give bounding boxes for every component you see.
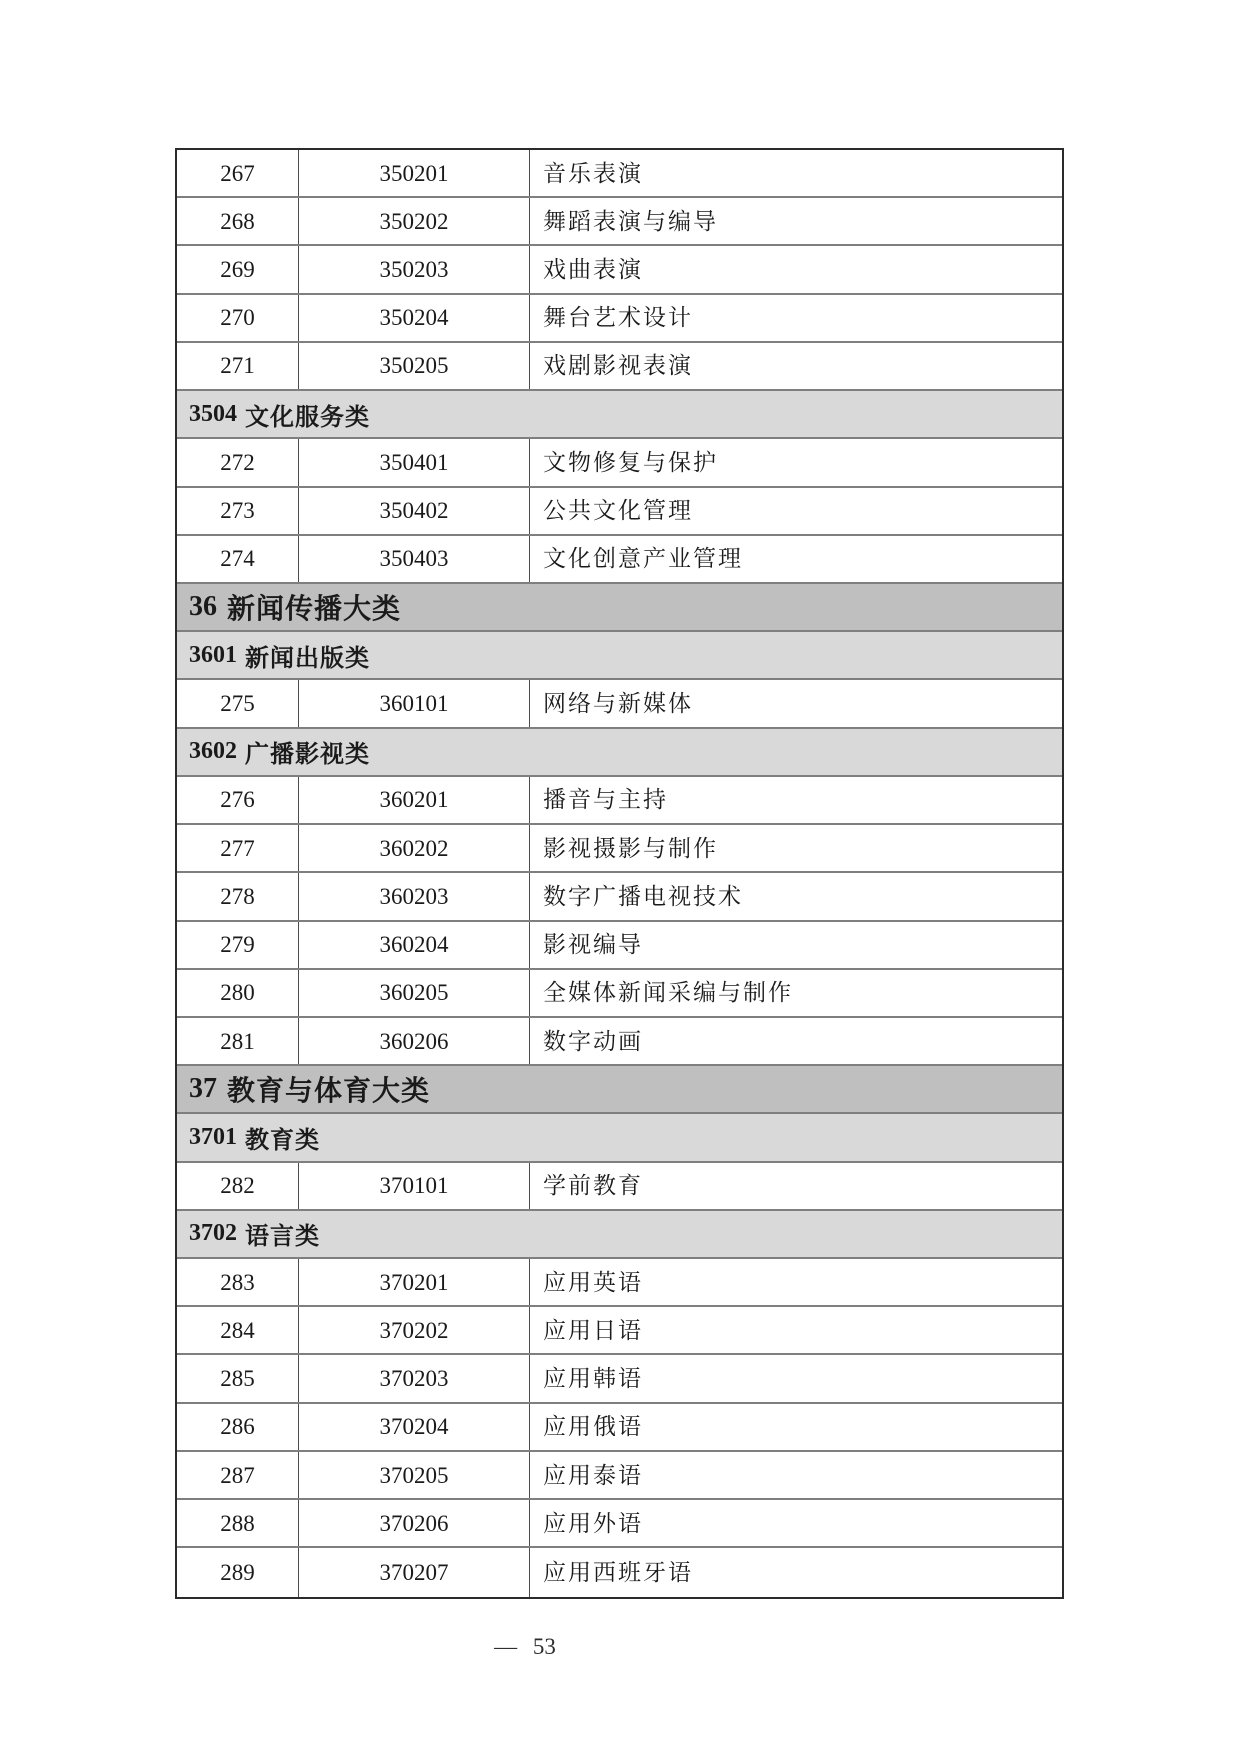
row-number-cell: 279 [177,922,299,968]
table-row [177,343,1062,391]
major-code-cell: 370205 [299,1452,530,1498]
section-number: 3601 [189,641,237,668]
section-number: 3701 [189,1123,237,1150]
row-number-cell: 285 [177,1355,299,1401]
section-label: 新闻传播大类 [227,593,402,625]
row-number-cell: 287 [177,1452,299,1498]
major-name-cell: 学前教育 [543,1173,643,1199]
row-number-cell: 269 [177,246,299,292]
section-number: 3702 [189,1220,237,1247]
section-number: 3504 [189,400,237,427]
major-name-cell: 应用泰语 [543,1462,643,1488]
major-code-cell: 350201 [299,150,530,196]
major-name-cell: 文化创意产业管理 [543,546,743,572]
row-number-cell: 282 [177,1163,299,1209]
major-code-cell: 370207 [299,1548,530,1596]
row-number-cell: 276 [177,777,299,823]
table-row [177,777,1062,825]
table-row [177,1163,1062,1211]
major-code-cell: 360101 [299,680,530,726]
major-name-cell: 应用西班牙语 [543,1559,693,1585]
table-row [177,198,1062,246]
row-number-cell: 278 [177,873,299,919]
table-row [177,1500,1062,1548]
major-code-cell: 350205 [299,343,530,389]
major-name-cell: 应用外语 [543,1510,643,1536]
major-name-cell: 戏曲表演 [543,257,643,283]
row-number-cell: 286 [177,1404,299,1450]
table-row [177,1259,1062,1307]
row-number-cell: 272 [177,439,299,485]
major-code-cell: 360206 [299,1018,530,1064]
section-label: 教育与体育大类 [227,1075,431,1107]
table-row [177,246,1062,294]
table-row [177,295,1062,343]
table-row [177,1307,1062,1355]
major-code-cell: 370101 [299,1163,530,1209]
major-code-cell: 350401 [299,439,530,485]
major-name-cell: 播音与主持 [543,787,668,813]
table-row [177,970,1062,1018]
section-label: 语言类 [245,1223,320,1251]
major-name-cell: 音乐表演 [543,160,643,186]
major-name-cell: 文物修复与保护 [543,449,718,475]
major-code-cell: 360205 [299,970,530,1016]
table-row [177,1355,1062,1403]
major-name-cell: 影视编导 [543,932,643,958]
table-row [177,1404,1062,1452]
table-row [177,1452,1062,1500]
table-row [177,488,1062,536]
major-name-cell: 网络与新媒体 [543,691,693,717]
section-number: 3602 [189,738,237,765]
majors-table [175,148,1064,1599]
row-number-cell: 288 [177,1500,299,1546]
major-name-cell: 戏剧影视表演 [543,353,693,379]
major-code-cell: 370201 [299,1259,530,1305]
table-row [177,1548,1062,1596]
major-name-cell: 数字广播电视技术 [543,883,743,909]
section-label: 文化服务类 [245,403,370,431]
major-code-cell: 360202 [299,825,530,871]
major-code-cell: 360201 [299,777,530,823]
major-name-cell: 数字动画 [543,1028,643,1054]
section-header-major [177,1066,1062,1114]
section-header-major [177,584,1062,632]
table-row [177,536,1062,584]
row-number-cell: 283 [177,1259,299,1305]
major-code-cell: 370204 [299,1404,530,1450]
row-number-cell: 284 [177,1307,299,1353]
section-header-sub [177,729,1062,777]
table-row [177,873,1062,921]
section-header-sub [177,1114,1062,1162]
table-row [177,825,1062,873]
major-code-cell: 370206 [299,1500,530,1546]
section-label: 新闻出版类 [245,644,370,672]
major-code-cell: 360203 [299,873,530,919]
row-number-cell: 289 [177,1548,299,1596]
table-row [177,150,1062,198]
major-name-cell: 影视摄影与制作 [543,835,718,861]
row-number-cell: 277 [177,825,299,871]
row-number-cell: 280 [177,970,299,1016]
row-number-cell: 281 [177,1018,299,1064]
row-number-cell: 275 [177,680,299,726]
major-code-cell: 350402 [299,488,530,534]
table-row [177,439,1062,487]
section-label: 教育类 [245,1126,320,1154]
major-name-cell: 应用韩语 [543,1366,643,1392]
row-number-cell: 270 [177,295,299,341]
major-name-cell: 应用英语 [543,1269,643,1295]
row-number-cell: 274 [177,536,299,582]
row-number-cell: 268 [177,198,299,244]
major-code-cell: 370202 [299,1307,530,1353]
major-code-cell: 350203 [299,246,530,292]
page-number-text: — 53 [494,1634,556,1659]
section-number: 37 [189,1073,217,1105]
section-header-sub [177,391,1062,439]
major-code-cell: 350202 [299,198,530,244]
major-code-cell: 350403 [299,536,530,582]
row-number-cell: 271 [177,343,299,389]
page-number [175,1634,875,1660]
major-name-cell: 公共文化管理 [543,498,693,524]
major-name-cell: 舞蹈表演与编导 [543,208,718,234]
row-number-cell: 273 [177,488,299,534]
major-name-cell: 舞台艺术设计 [543,305,693,331]
section-number: 36 [189,591,217,623]
table-row [177,922,1062,970]
section-header-sub [177,632,1062,680]
major-code-cell: 350204 [299,295,530,341]
major-name-cell: 应用俄语 [543,1414,643,1440]
table-row [177,680,1062,728]
section-label: 广播影视类 [245,741,370,769]
section-header-sub [177,1211,1062,1259]
major-name-cell: 应用日语 [543,1317,643,1343]
table-row [177,1018,1062,1066]
major-name-cell: 全媒体新闻采编与制作 [543,980,793,1006]
major-code-cell: 360204 [299,922,530,968]
row-number-cell: 267 [177,150,299,196]
major-code-cell: 370203 [299,1355,530,1401]
